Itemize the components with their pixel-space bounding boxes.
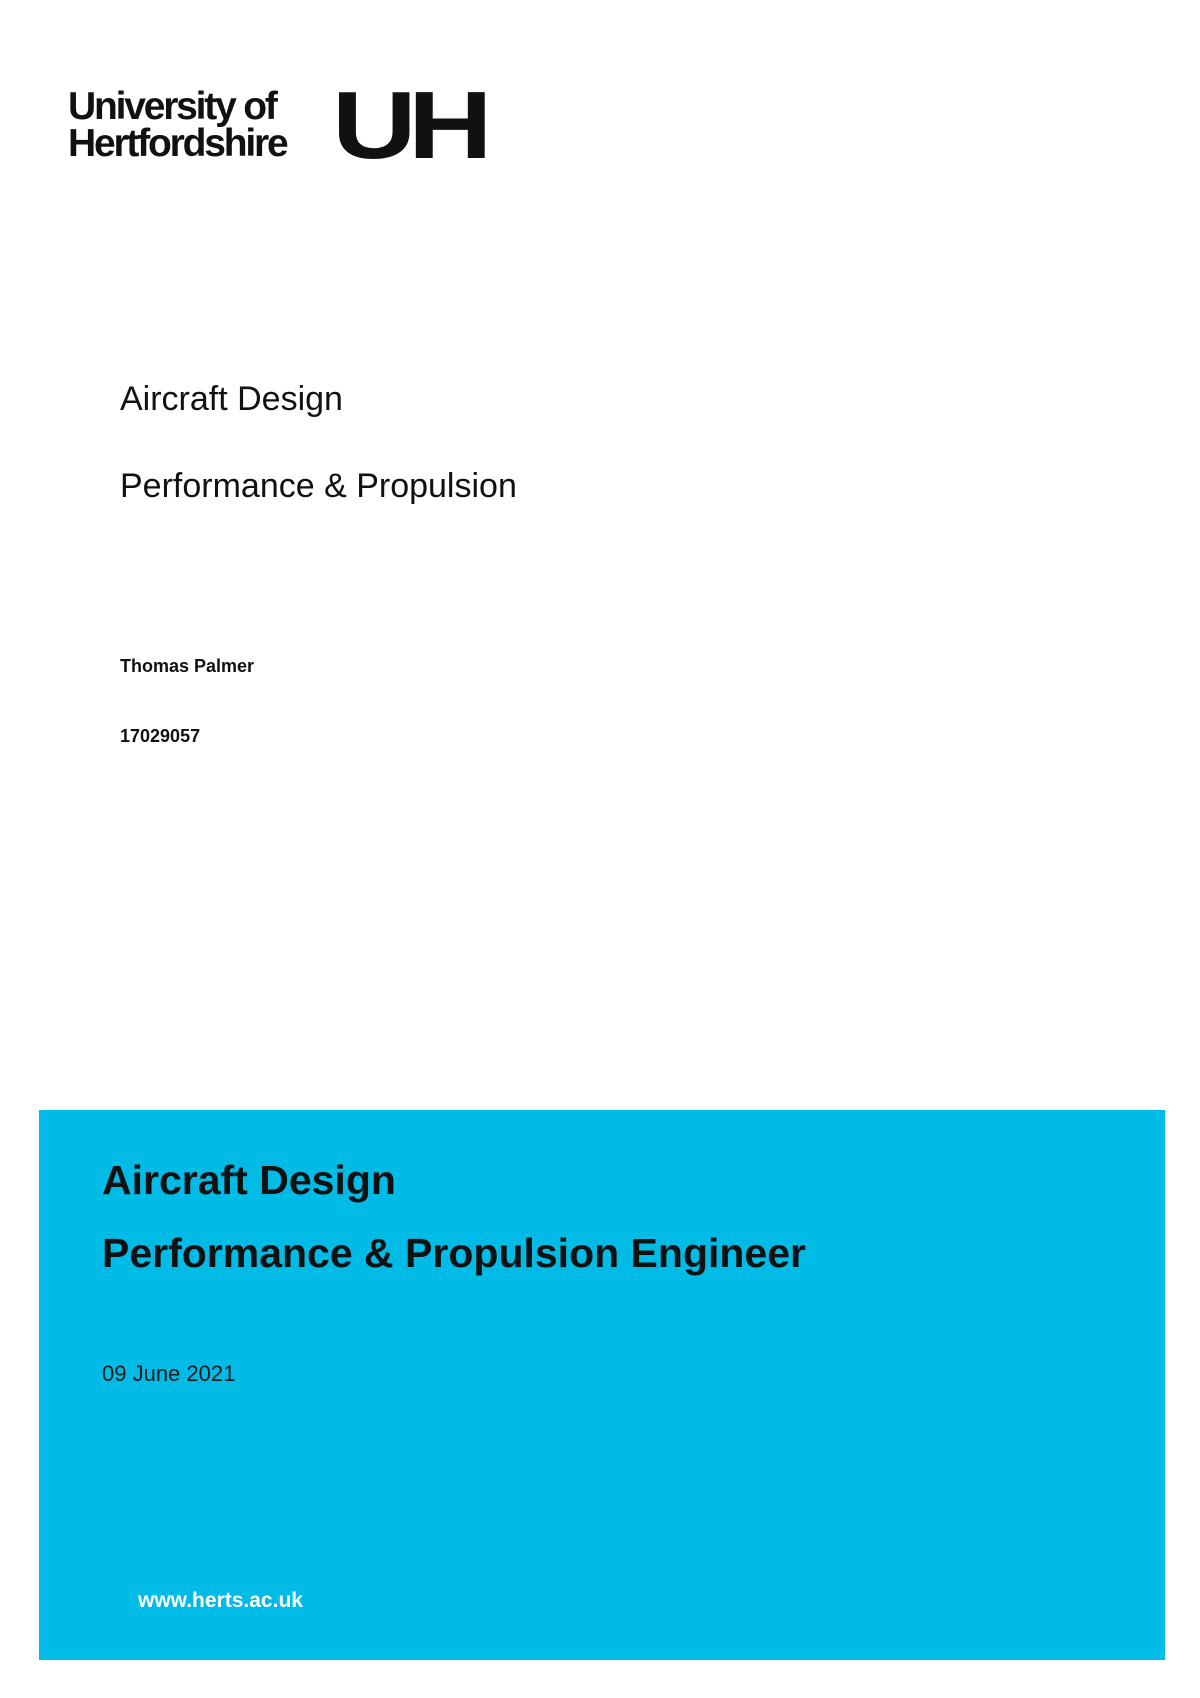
document-subtitle: Performance & Propulsion: [120, 467, 517, 505]
student-id: 17029057: [120, 726, 201, 746]
author-name: Thomas Palmer: [120, 656, 255, 676]
logo-mark: UH: [332, 72, 485, 179]
document-date: 09 June 2021: [102, 1361, 236, 1386]
logo-text-line1: University of: [68, 85, 276, 128]
banner-title: Aircraft Design: [102, 1157, 396, 1203]
university-logo: [68, 72, 488, 179]
website-link[interactable]: www.herts.ac.uk: [138, 1589, 303, 1612]
logo-text-line2: Hertfordshire: [68, 122, 287, 165]
logo-wordmark: [68, 85, 287, 165]
banner-subtitle: Performance & Propulsion Engineer: [102, 1230, 806, 1276]
document-title: Aircraft Design: [120, 380, 343, 418]
cover-banner: [39, 1110, 1165, 1660]
